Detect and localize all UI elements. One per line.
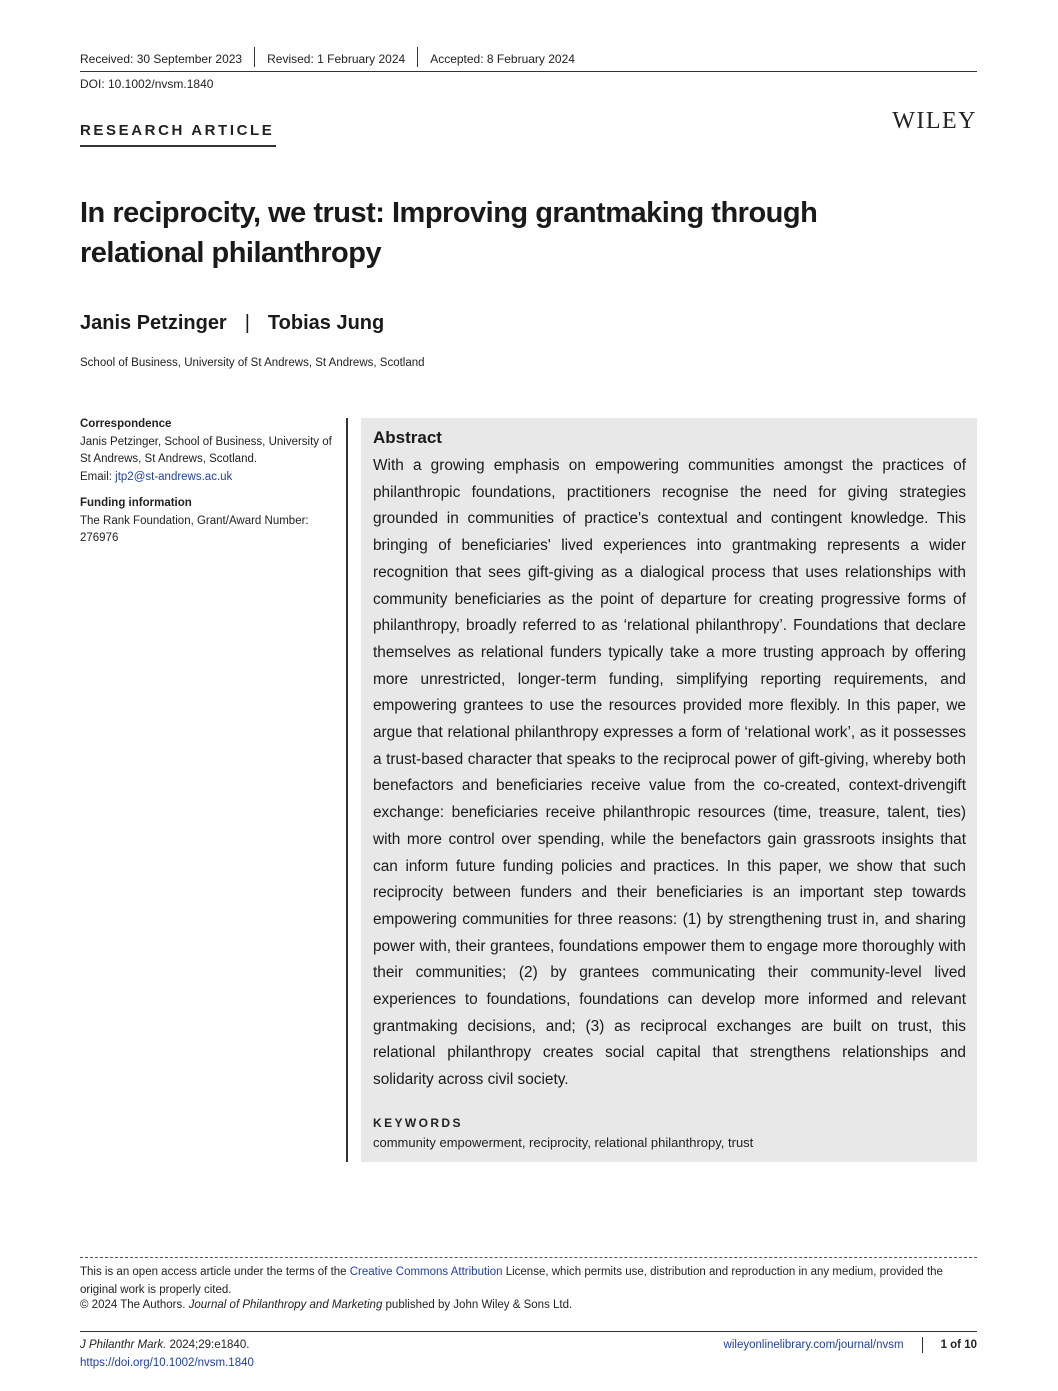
journal-name: Journal of Philanthropy and Marketing: [188, 1299, 383, 1311]
journal-site-link[interactable]: wileyonlinelibrary.com/journal/nvsm: [723, 1339, 904, 1352]
author-list: [80, 312, 384, 335]
copyright-text: © 2024 The Authors.: [80, 1299, 189, 1311]
footer-dashed-rule: [80, 1257, 977, 1258]
author-name[interactable]: Tobias Jung: [267, 312, 385, 334]
license-text: This is an open access article under the terms of the: [80, 1266, 350, 1278]
received-date: Received: 30 September 2023: [80, 52, 243, 66]
author-name[interactable]: Janis Petzinger: [80, 312, 227, 334]
copyright-text: published by John Wiley & Sons Ltd.: [382, 1299, 573, 1311]
footer-rule: [80, 1331, 977, 1332]
citation-journal: J Philanthr Mark.: [80, 1339, 167, 1351]
revised-date: Revised: 1 February 2024: [267, 52, 406, 66]
funding-block: [80, 495, 340, 548]
citation-detail: 2024;29:e1840.: [166, 1339, 250, 1351]
keywords-heading: KEYWORDS: [373, 1116, 463, 1130]
correspondence-block: [80, 416, 340, 486]
correspondence-address: Janis Petzinger, School of Business, University of St Andrews, St Andrews, Scotland.: [80, 435, 332, 465]
correspondence-email-line: [80, 469, 340, 487]
doi: DOI: 10.1002/nvsm.1840: [80, 77, 214, 91]
keywords-list: community empowerment, reciprocity, relational philanthropy, trust: [373, 1135, 754, 1150]
citation-line: [80, 1337, 254, 1355]
article-type-underline: [80, 145, 276, 147]
accepted-date: Accepted: 8 February 2024: [430, 52, 575, 66]
date-separator: [254, 47, 255, 67]
license-text: License, which permits use, distribution and reproduction in any medium, provided the original work is properly cited.: [80, 1266, 943, 1296]
article-type: RESEARCH ARTICLE: [80, 122, 275, 139]
doi-link[interactable]: https://doi.org/10.1002/nvsm.1840: [80, 1356, 254, 1369]
header-rule: [80, 71, 977, 72]
correspondence-heading: Correspondence: [80, 418, 172, 430]
publication-dates: [80, 52, 977, 67]
license-link[interactable]: Creative Commons Attribution: [349, 1266, 503, 1278]
email-link[interactable]: jtp2@st-andrews.ac.uk: [115, 470, 233, 483]
funding-heading: Funding information: [80, 497, 192, 509]
license-statement: [80, 1264, 977, 1299]
citation: [80, 1337, 254, 1372]
footer-separator: [922, 1337, 923, 1353]
funding-text: The Rank Foundation, Grant/Award Number: 276976: [80, 514, 309, 544]
author-separator: |: [244, 312, 250, 334]
article-info-column: [80, 416, 340, 557]
affiliation: School of Business, University of St Andrews, St Andrews, Scotland: [80, 357, 425, 369]
abstract-text: With a growing emphasis on empowering communities amongst the practices of philanthropic foundations, practitioners recognise the need for giving strategies grounded in communities of practice's contextual and contingent knowledge. This bringing of beneficiaries' lived experiences into grantmaking represents a wider recognition that sees gift-giving as a dialogical process that uses relationships with community beneficiaries as the point of departure for creating progressive forms of philanthropy, broadly referred to as ‘relational philanthropy’. Foundations that declare themselves as relational funders typically take a more trusting approach by offering more unrestricted, longer-term funding, simplifying reporting requirements, and empowering grantees to use the resources provided more flexibly. In this paper, we argue that relational philanthropy expresses a form of ‘relational work’, as it possesses a trust-based character that speaks to the reciprocal power of gift-giving, whereby both benefactors and beneficiaries receive value from the co-created, context-drivengift exchange: beneficiaries receive philanthropic resources (time, treasure, talent, ties) with more control over spending, while the benefactors gain grassroots insights that can inform future funding policies and practices. In this paper, we show that such reciprocity between funders and their beneficiaries is an important step towards empowering communities for three reasons: (1) by strengthening trust in, and sharing power with, their grantees, foundations empower them to engage more thoroughly with their communities; (2) by grantees communicating their community-level lived experiences to foundations, foundations can develop more informed and relevant grantmaking decisions, and; (3) as reciprocal exchanges are built on trust, this relational philanthropy creates social capital that strengthens relationships and solidarity across civil society.: [373, 457, 966, 1089]
article-title: In reciprocity, we trust: Improving grantmaking through relational philanthropy: [80, 197, 818, 269]
footer-right: [724, 1337, 977, 1353]
publisher-logo: WILEY: [892, 108, 977, 134]
email-label: Email:: [80, 470, 116, 483]
date-separator: [417, 47, 418, 67]
copyright-statement: [80, 1299, 572, 1311]
column-divider: [346, 418, 348, 1162]
abstract-heading: Abstract: [373, 428, 442, 447]
page-number: 1 of 10: [940, 1339, 977, 1352]
